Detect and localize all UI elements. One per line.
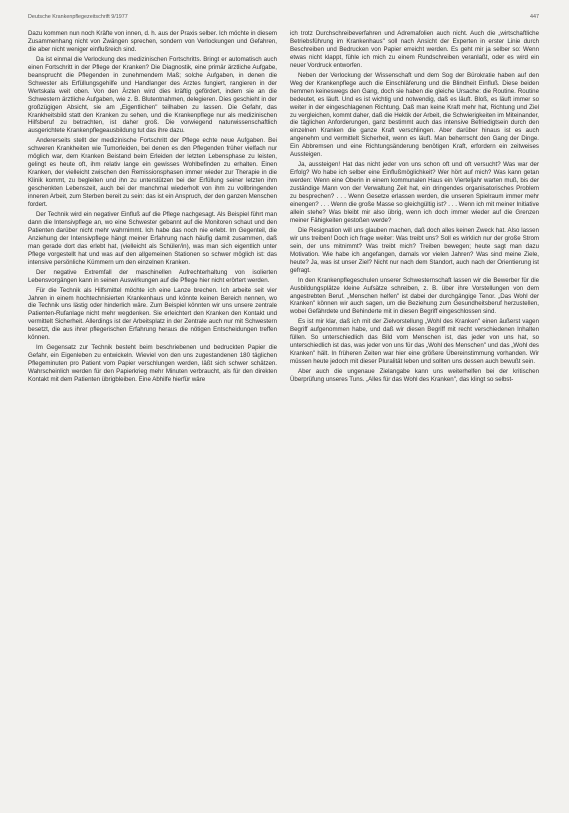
paragraph: Der negative Extremfall der maschinellen Aufrechterhaltung von isolierten Lebensvorgängen kann in seinen Auswirkungen auf die Pflege hier nicht erörtert werden. — [28, 268, 277, 284]
paragraph: Aber auch die ungenaue Zielangabe kann uns weiterhelfen bei der kritischen Überprüfung unseres Tuns. „Alles für das Wohl des Kranken", das klingt so selbst- — [290, 368, 539, 384]
paragraph: Der Technik wird ein negativer Einfluß auf die Pflege nachgesagt. Als Beispiel führt man dann die Intensivpflege an, wo eine Schwester gebannt auf die Monitoren schaut und den Patienten darüber nicht mehr wahrnimmt. Ich habe das noch nie erlebt. Im Gegenteil, die Anziehung der Intensivpflege hängt meiner Erfahrung nach häufig damit zusammen, daß man gerade dort das erlebt hat, (vielleicht als Schüler/in), was man sich eigentlich unter Pflege vorgestellt hat und was auf den allgemeinen Stationen so schwer möglich ist: das intensive persönliche Kümmern um den einzelnen Kranken. — [28, 210, 277, 266]
page-number: 447 — [530, 14, 539, 20]
paragraph: Ja, aussteigen! Hat das nicht jeder von uns schon oft und oft versucht? Was war der Erfolg? Wo habe ich selber eine Einflußmöglichkeit? Wer hört auf mich? Was kann getan werden: Wenn eine Oberin in einem kommunalen Haus ein Vierteljahr warten muß, bis der zuständige Mann von der Verwaltung Zeit hat, ein dringendes organisatorisches Problem zu besprechen? . . . Wenn Gesetze erlassen werden, die unseren Spielraum immer mehr einengen? . . . Wenn die große Masse so gleichgültig ist? . . . Wenn ich mit meiner Initiative allein stehe? Was bleibt mir also übrig, wenn ich doch immer wieder auf die Grenzen meiner Fähigkeiten gestoßen werde? — [290, 161, 539, 224]
paragraph: Im Gegensatz zur Technik besteht beim beschriebenen und bedruckten Papier die Gefahr, ein Eigenleben zu entwickeln. Wieviel von den uns zugestandenen 180 täglichen Pflegeminuten pro Patient vom Papier verschlungen werden, läßt sich schwer schätzen. Wahrscheinlich werden für den Papierkrieg mehr Minuten verbraucht, als für den direkten Kontakt mit dem Patienten übrigbleiben. Eine Abhilfe hierfür wäre — [28, 344, 277, 384]
paragraph: Die Resignation will uns glauben machen, daß doch alles keinen Zweck hat. Also lassen wir uns treiben! Doch ich frage weiter: Was treibt uns? Soll es wirklich nur der große Strom sein, der uns mitnimmt? Was treibt mich? Treiben bewegen; heute sagt man dazu Motivation. Wie habe ich angefangen, damals vor vielen Jahren? Was sind meine Ziele, heute? Ja, was ist unser Ziel? Nicht nur nach dem Standort, auch nach der Orientierung ist gefragt. — [290, 226, 539, 274]
right-column — [290, 30, 539, 805]
paragraph: Andererseits stellt der medizinische Fortschritt der Pflege echte neue Aufgaben. Bei schweren Krankheiten wie Tumorleiden, bei denen es den Pflegenden früher vielfach nur möglich war, dem Kranken Beistand beim Erleiden der letzten Lebensphase zu leisten, gelingt es heute oft, ihm relativ lange ein gewisses Wohlbefinden zu erhalten. Einen Kranken, der vielleicht zwischen den Remissionsphasen immer wieder zur Therapie in die Klinik kommt, zu begleiten und ihn zu unterstützen bei der Erfüllung seiner letzten ihm geschenkten Lebenszeit, auch bei der manchmal wiederholt von ihm zu vollbringenden inneren Arbeit, zum Sterben bereit zu sein: das ist ein Anspruch, der den ganzen Menschen fordert. — [28, 137, 277, 209]
page-header — [28, 14, 539, 26]
paragraph: Neben der Verlockung der Wissenschaft und dem Sog der Bürokratie haben auf den Weg der Krankenpflege auch die Einschläferung und die Blindheit Einfluß. Diese beiden hemmen keineswegs den Gang, doch sie haben die gleiche Ursache: die Routine. Routine bedeutet, es läuft. Und es ist wichtig und notwendig, daß es läuft. Bloß, es läuft immer so weiter in der eingeschlagenen Richtung. Daß man keine Kraft mehr hat, Richtung und Ziel zu vergleichen, kommt daher, daß die Hektik der Arbeit, die Schwierigkeiten im Miteinander, die täglichen Anforderungen, ganz bestimmt auch das intensive Befriedigtsein durch den einzelnen Kranken die ganze Kraft verschlingen. Aber darüber hinaus ist es auch angenehm und vermittelt Sicherheit, wenn es läuft. Man beherrscht den Gang der Dinge. Ein Abbremsen und eine Richtungsänderung benötigen Kraft, erfordern ein zeitweises Aussteigen. — [290, 71, 539, 159]
paragraph: Dazu kommen nun noch Kräfte von innen, d. h. aus der Praxis selber. Ich möchte in diesem Zusammenhang nicht von Zwängen sprechen, sondern von Verlockungen und Gefahren, die aber nicht weniger einflußreich sind. — [28, 30, 277, 53]
paragraph: ich trotz Durchschreibeverfahren und Adremafolien auch nicht. Auch die „wirtschaftliche Betriebsführung im Krankenhaus" soll nach Ansicht der Experten in erster Linie durch Beschreiben und Bedrucken von Papier erreicht werden. Es geht mir ja selber so: Wenn etwas nicht klappt, fühle ich mich zu einem Rundschreiben veranlaßt, oder es wird ein neuer Vordruck entworfen. — [290, 30, 539, 69]
paragraph: In den Krankenpflegeschulen unserer Schwesternschaft lassen wir die Bewerber für die Ausbildungsplätze kleine Aufsätze schreiben, z. B. über ihre Vorstellungen von dem angestrebten Beruf. „Menschen helfen" ist dabei der durchgängige Tenor. „Das Wohl der Kranken" können wir auch sagen, um die Beziehung zum Gesundheitsberuf herzustellen, wobei Gefährdete und Behinderte mit in diesen Begriff eingeschlossen sind. — [290, 276, 539, 316]
paragraph: Es ist mir klar, daß ich mit der Zielvorstellung „Wohl des Kranken" einen äußerst vagen Begriff aufgenommen habe, und daß wir diesen Begriff mit recht verschiedenen Inhalten füllen. So unterschiedlich das Bild vom Menschen ist, das jeder von uns hat, so unterschiedlich ist das, was jeder von uns für das „Wohl des Menschen" und das „Wohl des Kranken" hält. In früheren Zeiten war hier eine größere Übereinstimmung vorhanden. Wir müssen heute jedoch mit dieser Pluralität leben und sollten uns dessen auch bewußt sein. — [290, 318, 539, 366]
paragraph: Für die Technik als Hilfsmittel möchte ich eine Lanze brechen. Ich arbeite seit vier Jahren in einem hochtechnisierten Krankenhaus und könnte keinen Bereich nennen, wo die Technik uns lästig oder hinderlich wäre. Zum Beispiel könnten wir uns unsere zentrale Patienten-Rufanlage nicht mehr wegdenken. Sie erleichtert den Kranken den Kontakt und vermittelt Sicherheit. Allerdings ist der Arbeitsplatz in der Zentrale auch nur mit Schwestern besetzt, die aus ihrer pflegerischen Erfahrung heraus die nötigen Entscheidungen treffen können. — [28, 286, 277, 342]
left-column — [28, 30, 277, 805]
paragraph: Da ist einmal die Verlockung des medizinischen Fortschritts. Bringt er automatisch auch einen Fortschritt in der Pflege der Kranken? Die Diagnostik, eine primär ärztliche Aufgabe, beansprucht die Pflegenden in zunehmendem Maß; solche Aufgaben, in denen die Schwester als Erfüllungsgehilfe und Handlanger des Arztes fungiert, rangieren in der Wertskala weit oben. Von den Ärzten wird dies kräftig gefördert, indem sie an die Schwestern ärztliche Aufgaben, wie z. B. Blutentnahmen, delegieren. Dies geschieht in der großzügigen Absicht, sie am „Eigentlichen" teilhaben zu lassen. Die Gefahr, das Krankheitsbild statt den Kranken zu sehen, und die Krankenpflege nur als medizinischen Hilfsberuf zu betrachten, ist daher groß. Die vorwiegend naturwissenschaftlich ausgerichtete Krankenpflegeausbildung tut das ihre dazu. — [28, 55, 277, 135]
journal-title: Deutsche Krankenpflegezeitschrift 9/1977 — [28, 14, 128, 20]
